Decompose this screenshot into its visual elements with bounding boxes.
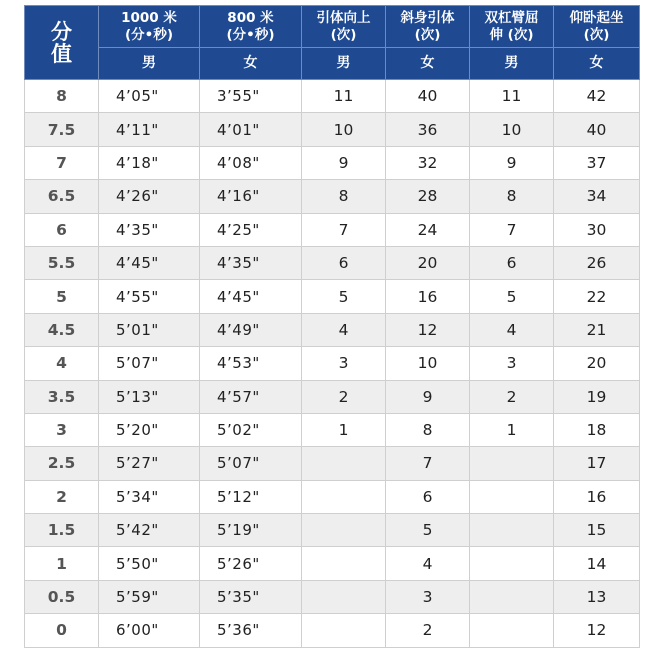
event-header-situp <box>554 6 640 48</box>
run-800m-time: 4’08" <box>200 146 302 179</box>
gender-header-row <box>25 48 640 80</box>
run-1000m-time: 4’26" <box>99 180 200 213</box>
score-value: 2.5 <box>25 447 99 480</box>
dips-count <box>470 547 554 580</box>
score-value: 8 <box>25 80 99 113</box>
event-unit: (分•秒) <box>125 26 173 43</box>
run-800m-time: 4’57" <box>200 380 302 413</box>
event-unit: (次) <box>414 26 441 43</box>
dips-count: 4 <box>470 313 554 346</box>
table-row <box>25 213 640 246</box>
run-800m-time: 5’26" <box>200 547 302 580</box>
situp-count: 34 <box>554 180 640 213</box>
table-row <box>25 180 640 213</box>
run-800m-time: 4’53" <box>200 347 302 380</box>
run-1000m-time: 5’27" <box>99 447 200 480</box>
event-name: 斜身引体 <box>400 9 455 26</box>
gender-label: 女 <box>200 48 302 80</box>
situp-count: 14 <box>554 547 640 580</box>
situp-count: 16 <box>554 480 640 513</box>
run-800m-time: 5’19" <box>200 514 302 547</box>
dips-count: 8 <box>470 180 554 213</box>
situp-count: 15 <box>554 514 640 547</box>
gender-label: 男 <box>302 48 386 80</box>
table-row <box>25 146 640 179</box>
table-row <box>25 280 640 313</box>
run-800m-time: 5’07" <box>200 447 302 480</box>
table-row <box>25 614 640 647</box>
event-header-parallel-bar-dips <box>470 6 554 48</box>
score-value: 2 <box>25 480 99 513</box>
run-1000m-time: 4’05" <box>99 80 200 113</box>
event-name: 800 米 <box>227 9 274 26</box>
pullup-count: 2 <box>302 380 386 413</box>
dips-count <box>470 447 554 480</box>
score-value: 7.5 <box>25 113 99 146</box>
situp-count: 26 <box>554 246 640 279</box>
dips-count: 9 <box>470 146 554 179</box>
run-800m-time: 5’02" <box>200 413 302 446</box>
pullup-count: 7 <box>302 213 386 246</box>
dips-count: 11 <box>470 80 554 113</box>
event-header-1000m <box>99 6 200 48</box>
event-name: 引体向上 <box>316 9 371 26</box>
score-value: 4 <box>25 347 99 380</box>
table-row <box>25 480 640 513</box>
incline-pull-count: 20 <box>386 246 470 279</box>
run-800m-time: 5’36" <box>200 614 302 647</box>
event-unit: (分•秒) <box>226 26 275 43</box>
score-value: 5 <box>25 280 99 313</box>
event-header-pullup <box>302 6 386 48</box>
incline-pull-count: 36 <box>386 113 470 146</box>
run-800m-time: 4’16" <box>200 180 302 213</box>
score-value: 6 <box>25 213 99 246</box>
dips-count: 2 <box>470 380 554 413</box>
event-name: 仰卧起坐 <box>569 9 624 26</box>
situp-count: 17 <box>554 447 640 480</box>
dips-count <box>470 514 554 547</box>
dips-count <box>470 614 554 647</box>
incline-pull-count: 6 <box>386 480 470 513</box>
event-unit: (次) <box>330 26 357 43</box>
run-1000m-time: 4’35" <box>99 213 200 246</box>
score-column-header-label: 分值 <box>51 19 72 66</box>
incline-pull-count: 8 <box>386 413 470 446</box>
run-800m-time: 4’49" <box>200 313 302 346</box>
incline-pull-count: 32 <box>386 146 470 179</box>
incline-pull-count: 7 <box>386 447 470 480</box>
pullup-count: 8 <box>302 180 386 213</box>
run-800m-time: 4’35" <box>200 246 302 279</box>
situp-count: 12 <box>554 614 640 647</box>
pullup-count: 9 <box>302 146 386 179</box>
situp-count: 22 <box>554 280 640 313</box>
run-1000m-time: 4’11" <box>99 113 200 146</box>
run-1000m-time: 6’00" <box>99 614 200 647</box>
event-header-incline-pull <box>386 6 470 48</box>
table-row <box>25 514 640 547</box>
event-header-800m <box>200 6 302 48</box>
incline-pull-count: 28 <box>386 180 470 213</box>
score-value: 1 <box>25 547 99 580</box>
table-row <box>25 246 640 279</box>
run-1000m-time: 4’18" <box>99 146 200 179</box>
pullup-count: 6 <box>302 246 386 279</box>
incline-pull-count: 4 <box>386 547 470 580</box>
event-name: 双杠臂屈 <box>484 9 539 26</box>
pullup-count: 1 <box>302 413 386 446</box>
score-value: 3 <box>25 413 99 446</box>
run-1000m-time: 4’55" <box>99 280 200 313</box>
table-row <box>25 413 640 446</box>
pullup-count <box>302 614 386 647</box>
score-value: 6.5 <box>25 180 99 213</box>
pullup-count <box>302 580 386 613</box>
incline-pull-count: 12 <box>386 313 470 346</box>
table-row <box>25 113 640 146</box>
gender-label: 男 <box>470 48 554 80</box>
pullup-count <box>302 514 386 547</box>
gender-label: 女 <box>386 48 470 80</box>
situp-count: 13 <box>554 580 640 613</box>
pullup-count: 3 <box>302 347 386 380</box>
table-row <box>25 313 640 346</box>
score-value: 1.5 <box>25 514 99 547</box>
table-row <box>25 80 640 113</box>
dips-count <box>470 580 554 613</box>
run-1000m-time: 5’07" <box>99 347 200 380</box>
table-row <box>25 447 640 480</box>
incline-pull-count: 40 <box>386 80 470 113</box>
situp-count: 20 <box>554 347 640 380</box>
situp-count: 19 <box>554 380 640 413</box>
table-row <box>25 347 640 380</box>
pullup-count <box>302 480 386 513</box>
incline-pull-count: 3 <box>386 580 470 613</box>
situp-count: 30 <box>554 213 640 246</box>
situp-count: 21 <box>554 313 640 346</box>
run-800m-time: 5’12" <box>200 480 302 513</box>
run-1000m-time: 5’34" <box>99 480 200 513</box>
dips-count: 10 <box>470 113 554 146</box>
incline-pull-count: 5 <box>386 514 470 547</box>
situp-count: 18 <box>554 413 640 446</box>
table-body <box>25 80 640 648</box>
score-value: 4.5 <box>25 313 99 346</box>
run-1000m-time: 5’42" <box>99 514 200 547</box>
event-unit: 伸 (次) <box>489 26 534 43</box>
pullup-count <box>302 447 386 480</box>
run-800m-time: 3’55" <box>200 80 302 113</box>
table-header <box>25 6 640 80</box>
pullup-count: 10 <box>302 113 386 146</box>
dips-count: 7 <box>470 213 554 246</box>
score-value: 3.5 <box>25 380 99 413</box>
event-header-row <box>25 6 640 48</box>
score-value: 7 <box>25 146 99 179</box>
situp-count: 40 <box>554 113 640 146</box>
run-800m-time: 4’25" <box>200 213 302 246</box>
situp-count: 37 <box>554 146 640 179</box>
situp-count: 42 <box>554 80 640 113</box>
score-value: 0 <box>25 614 99 647</box>
incline-pull-count: 24 <box>386 213 470 246</box>
run-1000m-time: 4’45" <box>99 246 200 279</box>
gender-label: 女 <box>554 48 640 80</box>
pullup-count: 4 <box>302 313 386 346</box>
incline-pull-count: 16 <box>386 280 470 313</box>
run-1000m-time: 5’50" <box>99 547 200 580</box>
incline-pull-count: 2 <box>386 614 470 647</box>
run-800m-time: 5’35" <box>200 580 302 613</box>
dips-count <box>470 480 554 513</box>
run-1000m-time: 5’13" <box>99 380 200 413</box>
pullup-count <box>302 547 386 580</box>
table-row <box>25 580 640 613</box>
score-column-header <box>25 6 99 80</box>
score-value: 5.5 <box>25 246 99 279</box>
event-unit: (次) <box>583 26 610 43</box>
run-800m-time: 4’01" <box>200 113 302 146</box>
run-1000m-time: 5’20" <box>99 413 200 446</box>
dips-count: 3 <box>470 347 554 380</box>
event-name: 1000 米 <box>121 9 177 26</box>
pullup-count: 5 <box>302 280 386 313</box>
incline-pull-count: 9 <box>386 380 470 413</box>
run-1000m-time: 5’01" <box>99 313 200 346</box>
table-row <box>25 380 640 413</box>
gender-label: 男 <box>99 48 200 80</box>
run-1000m-time: 5’59" <box>99 580 200 613</box>
run-800m-time: 4’45" <box>200 280 302 313</box>
pullup-count: 11 <box>302 80 386 113</box>
score-value: 0.5 <box>25 580 99 613</box>
table-row <box>25 547 640 580</box>
incline-pull-count: 10 <box>386 347 470 380</box>
dips-count: 6 <box>470 246 554 279</box>
fitness-score-table <box>24 5 640 648</box>
dips-count: 5 <box>470 280 554 313</box>
dips-count: 1 <box>470 413 554 446</box>
